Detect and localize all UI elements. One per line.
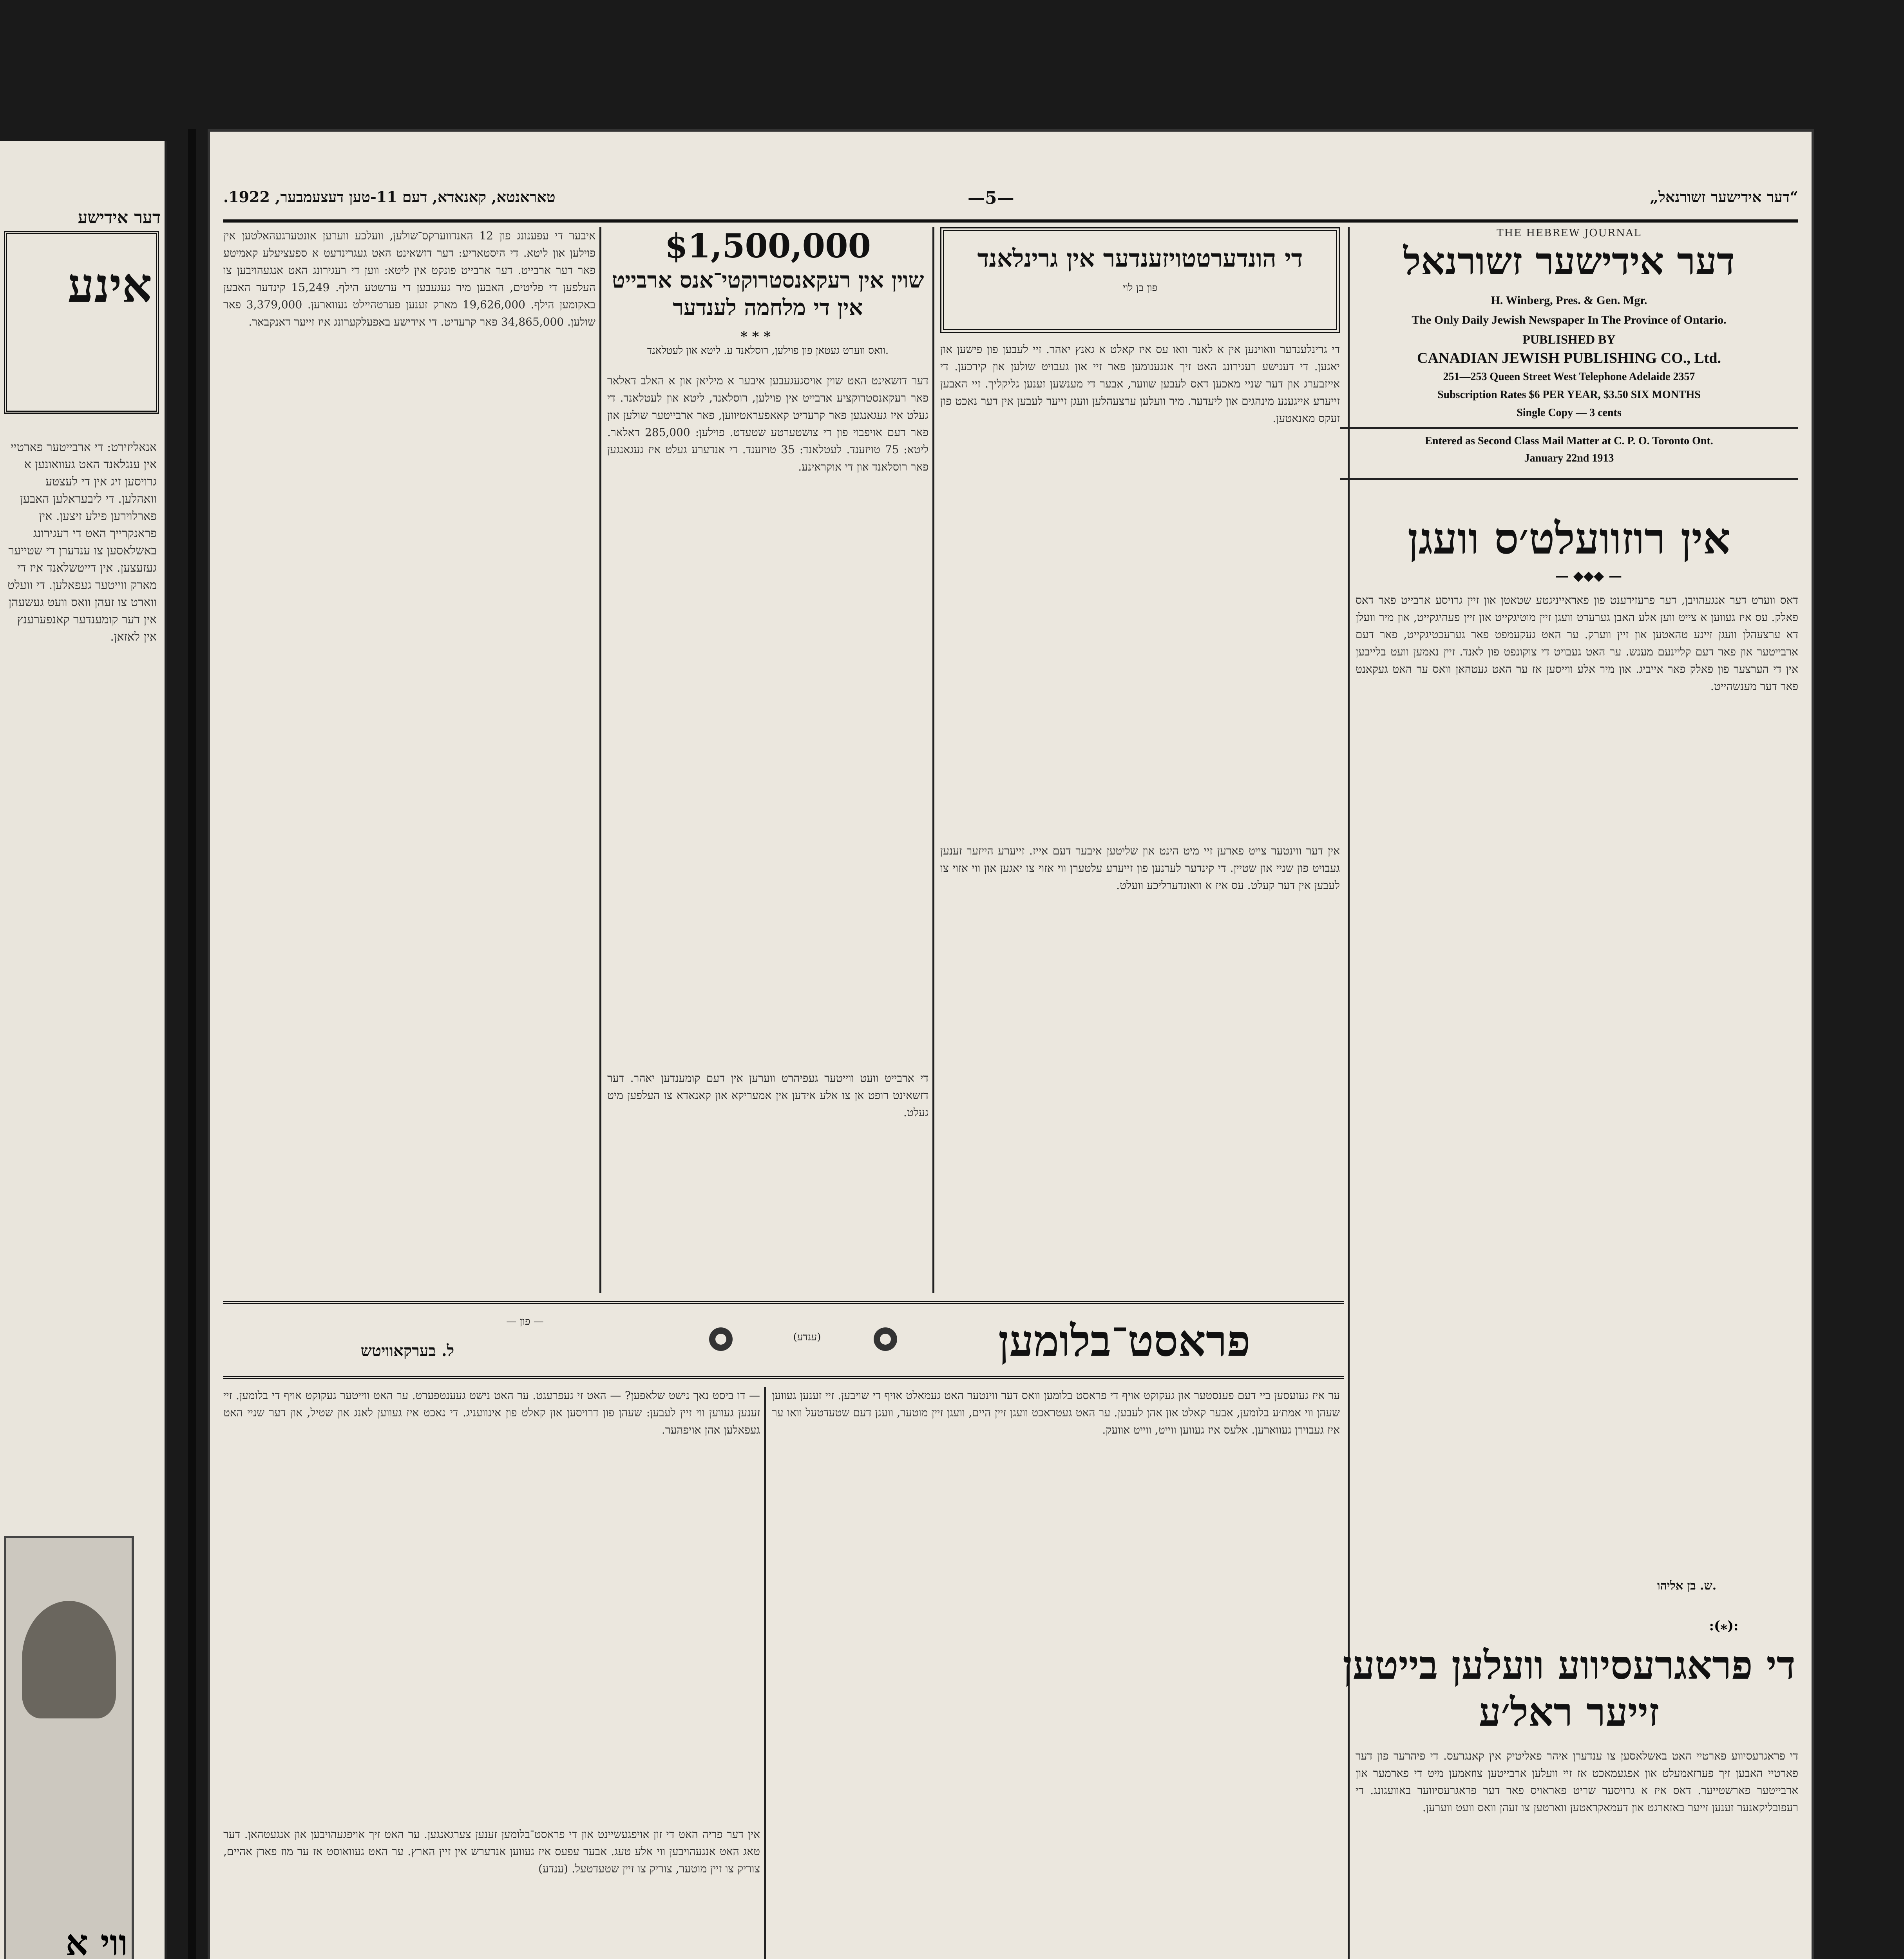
header-rule bbox=[223, 219, 1798, 223]
column-rule bbox=[599, 227, 601, 1293]
masthead-rule bbox=[1340, 427, 1798, 429]
masthead bbox=[1340, 227, 1798, 502]
running-head-date: טאראנטא, קאנאדא, דעם 11-טען דעצעמבער, 1922. bbox=[223, 188, 556, 206]
story-byline-label: — פון — bbox=[506, 1316, 544, 1327]
adjacent-box-title: אינע bbox=[67, 258, 152, 313]
article-subhead-reconstruction: וואס ווערט געטאן פון פוילען, רוסלאנד ע. ליטא און לעטלאנד. bbox=[647, 345, 889, 357]
ornament-icon bbox=[709, 1327, 733, 1351]
gutter-rule bbox=[188, 129, 196, 1959]
masthead-published-by: PUBLISHED BY bbox=[1522, 332, 1616, 346]
article-headline-reconstruction: שוין אין רעקאנסטרוקטי־אנס ארבייט אין די מלחמה לענדער bbox=[612, 267, 924, 320]
article-body-column-one: איבער די עפענונג פון 12 האנדווערקס־שולען, וועלכע ווערען אונטערגעהאלטען אין פוילען און ליטא. די היסטאריע: דער דזשאינט האט געגרינדעט א ספעציעלע קאמיטע פאר דער ארבייט. דער ארבייט פונקט אין ליטא: ווען די רעגירונג האט אנגעהויבען צו העלפען די פליטים, האבען מיר געגעבען די ערשטע הילף. 15,249 קינדער האבען באקומען הילף. 19,626,000 מארק זענען פערטהיילט געווארען. 3,379,000 פאר שולען. 34,865,000 פאר קרעדיט. די אידישע באפעלקערונג איז זייער דאנקבאר. bbox=[223, 229, 595, 328]
ad-heading: ווי א bbox=[65, 1922, 128, 1959]
masthead-subscription: Subscription Rates $6 PER YEAR, $3.50 SIX MONTHS bbox=[1437, 389, 1701, 401]
story-banner-frost-flowers bbox=[223, 1301, 1344, 1379]
headline-ornament: ⁎ ⁎ ⁎ bbox=[740, 325, 771, 341]
article-body-progressives: די פראגרעסיווע פארטיי האט באשלאסען צו ענדערן איהר פאליטיק אין קאנגרעס. די פיהרער פון דער פארטיי האבען זיך פערזאמעלט און אפגעמאכט אז זיי וועלען ארבייטען צוזאמען מיט די פארמער און ארבייטער פארשטייער. דאס איז א גרויסער שריט פאראויס פאר דער פראגרעסיווער באוועגונג. די רעפובליקאנער זענען זייער באזארגט און דעמאקראטען ווארטען צו זעהן וואס וועט ווערען. bbox=[1356, 1749, 1798, 1814]
newspaper-page bbox=[208, 129, 1814, 1959]
story-title-frost-flowers: פראסט־בלומען bbox=[998, 1316, 1251, 1366]
adjacent-page-box bbox=[4, 231, 159, 414]
masthead-address: 251—253 Queen Street West Telephone Adelaide 2357 bbox=[1443, 371, 1695, 383]
adjacent-page-text: אנאליזירט: די ארבייטער פארטיי אין ענגלאנד האט געוואונען א גרויסען זיג אין די לעצטע וואהלען. די ליבעראלען האבען פארלוירען פילע זיצען. אין פראנקרייך האט די רעגירונג באשלאסען צו ענדערן די שטייער געזעצען. אין דייטשלאנד איז די מארק ווייטער געפאלען. די וועלט ווארט צו זעהן וואס וועט געשעהן אין דער קומענדער קאנפערענץ אין לאזאן. bbox=[7, 440, 157, 644]
masthead-tagline: The Only Daily Jewish Newspaper In The Province of Ontario. bbox=[1412, 313, 1727, 326]
story-body-frost-flowers-left: — דו ביסט נאך נישט שלאפען? — האט זי געפרעגט. ער האט נישט געענטפערט. ער האט ווייטער געקוקט אויף די בלומען. זיי זענען געווען ווי זיין לעבען: שעהן פון דרויסען און קאלט פון אינוועניג. די נאכט איז געווען לאנג און שטיל, און דער שניי האט געפאלען אהן אויפהער. bbox=[223, 1389, 760, 1436]
article-body-greenland: די גרינלענדער וואוינען אין א לאנד וואו עס איז קאלט א גאנץ יאהר. זיי לעבען פון פישען און יאגען. די דענישע רעגירונג האט זיך אנגענומען פאר זיי און געבויט שולען און קירכען. די אייזבערג און דער שניי מאכען דאס לעבען שווער, אבער די מענשען זענען גליקליך. זיי האבען זייערע אייגענע מינהגים און ליעדער. מיר וועלען ערצעהלען וועגן זייער לעבען אין דער נאכט פון זעקס מאנאטען. bbox=[940, 343, 1340, 425]
column-rule bbox=[932, 227, 934, 1293]
article-body-reconstruction-continued: די ארבייט וועט ווייטער געפיהרט ווערען אין דעם קומענדען יאהר. דער דזשאינט רופט אן צו אלע אידען אין אמעריקא און קאנאדא צו העלפען מיט געלט. bbox=[607, 1072, 928, 1119]
telephone-company-ad bbox=[4, 1536, 134, 1959]
headline-box-greenland bbox=[940, 227, 1340, 333]
section-ornament: :(⁎): bbox=[1709, 1618, 1739, 1634]
article-body-greenland-continued: אין דער ווינטער צייט פארען זיי מיט הינט און שליטען איבער דעם אייז. זייערע הייזער זענען געבויט פון שניי און שטיין. די קינדער לערנען פון זייערע עלטערן ווי אזוי צו יאגען און ווי אזוי צו לעבען אין דער קעלט. עס איז א וואונדערליכע וועלט. bbox=[940, 844, 1340, 892]
story-subtitle: (ענדע) bbox=[793, 1331, 821, 1343]
article-body-roosevelts: דאס ווערט דער אנגעהויבן, דער פרעזידענט פון פאראייניגטע שטאטן און זיין גרויסע ארבייט פאר דאס פאלק. עס איז געווען א צייט ווען אלע האבן גערעדט וועגן זיין מוטיגקייט און זיין פעהיגקייט, און מיר וועלן דא ערצעהלן וועגן זיינע טהאטען און זיין ווערק. ער האט געקעמפט פאר גערעכטיגקייט, פאר דעם ארבייטער און פאר דעם קליינעם מענש. ער האט געבויט די צוקונפט פון לאנד. זיין נאמען וועט בלייבען אין די הערצער פון פאלק פאר אייביג. און מיר אלע ווייסען אז ער האט געטהאן וואס ער האט געקאנט פאר דער מענשהייט. bbox=[1356, 594, 1798, 693]
adjacent-page-header: דער אידישע bbox=[78, 208, 161, 228]
article-headline-roosevelts: אין רוזוועלט׳ס וועגן bbox=[1407, 513, 1731, 564]
bell-illustration-icon bbox=[22, 1601, 116, 1718]
story-body-frost-flowers-right: ער איז געזעסען ביי דעם פענסטער און געקוקט אויף די פראסט בלומען וואס דער ווינטער האט געמאלט אויף די שויבען. זיי זענען געווען שעהן ווי אמת׳ע בלומען, אבער קאלט און אהן לעבען. ער האט געטראכט וועגן זיין היים, וועגן זיין מוטער, וועגן דעם שטעדטעל וואו ער איז געבוירן געווארען. אלעס איז געווען ווייט, ווייט אוועק. bbox=[772, 1389, 1340, 1436]
column-rule bbox=[764, 1387, 766, 1959]
masthead-company: CANADIAN JEWISH PUBLISHING CO., Ltd. bbox=[1417, 350, 1721, 366]
article-byline-greenland: פון בן לוי bbox=[1122, 282, 1158, 294]
masthead-english-small: THE HEBREW JOURNAL bbox=[1497, 227, 1642, 239]
article-amount: $1,500,000 bbox=[664, 226, 871, 265]
masthead-publisher: H. Winberg, Pres. & Gen. Mgr. bbox=[1491, 294, 1647, 307]
masthead-title: דער אידישער זשורנאל bbox=[1403, 239, 1735, 283]
article-body-reconstruction: דער דזשאינט האט שוין אויסגעגעבען איבער א מיליאן און א האלב דאלאר פאר רעקאנסטרוקציע ארבייט אין פוילען, רוסלאנד, ליטא און לעטלאנד. די געלט איז געגאנגען פאר קרעדיט קאאפעראטיווען, פאר ארבייטער שולען און פאר דעם אויפבוי פון די צושטערטע שטעדט. פוילען: 285,000 דאלאר. ליטא: 75 טויזענד. לעטלאנד: 35 טויזענד. די אנדערע געלט איז געגאנגען פאר רוסלאנד און די אוקראינע. bbox=[607, 374, 928, 473]
article-headline-greenland: די הונדערטטויזענדער אין גרינלאנד bbox=[977, 244, 1303, 273]
article-signature: ש. בן אליהו. bbox=[1657, 1579, 1717, 1593]
headline-ornament: — ◆◆◆ — bbox=[1555, 568, 1622, 584]
adjacent-page-fragment bbox=[0, 141, 167, 1959]
story-author: ל. בערקאוויטש bbox=[360, 1342, 454, 1360]
story-body-frost-flowers-left-continued: אין דער פריה האט די זון אויפגעשיינט און די פראסט־בלומען זענען צערגאנגען. ער האט זיך אויפגעהויבען און אנגעטהאן. דער טאג האט אנגעהויבען ווי אלע טעג. אבער עפעס איז געווען אנדערש אין זיין הארץ. ער האט געוואוסט אז ער מוז פארן אהיים, צוריק צו זיין מוטער, צוריק צו זיין שטעדטעל. (ענדע) bbox=[223, 1828, 760, 1875]
masthead-entered-date: January 22nd 1913 bbox=[1524, 452, 1614, 464]
page-number: —5— bbox=[968, 188, 1014, 208]
ornament-icon bbox=[874, 1327, 897, 1351]
running-head-paper-name: „דער אידישער זשורנאל“ bbox=[1650, 188, 1798, 206]
running-head bbox=[223, 188, 1798, 215]
masthead-entered-as: Entered as Second Class Mail Matter at C. P. O. Toronto Ont. bbox=[1425, 435, 1713, 447]
masthead-single-copy: Single Copy — 3 cents bbox=[1517, 407, 1622, 419]
article-headline-progressives: די פראגרעסיווע וועלען בייטען זייער ראל׳ע bbox=[1343, 1642, 1795, 1735]
masthead-rule bbox=[1340, 478, 1798, 480]
